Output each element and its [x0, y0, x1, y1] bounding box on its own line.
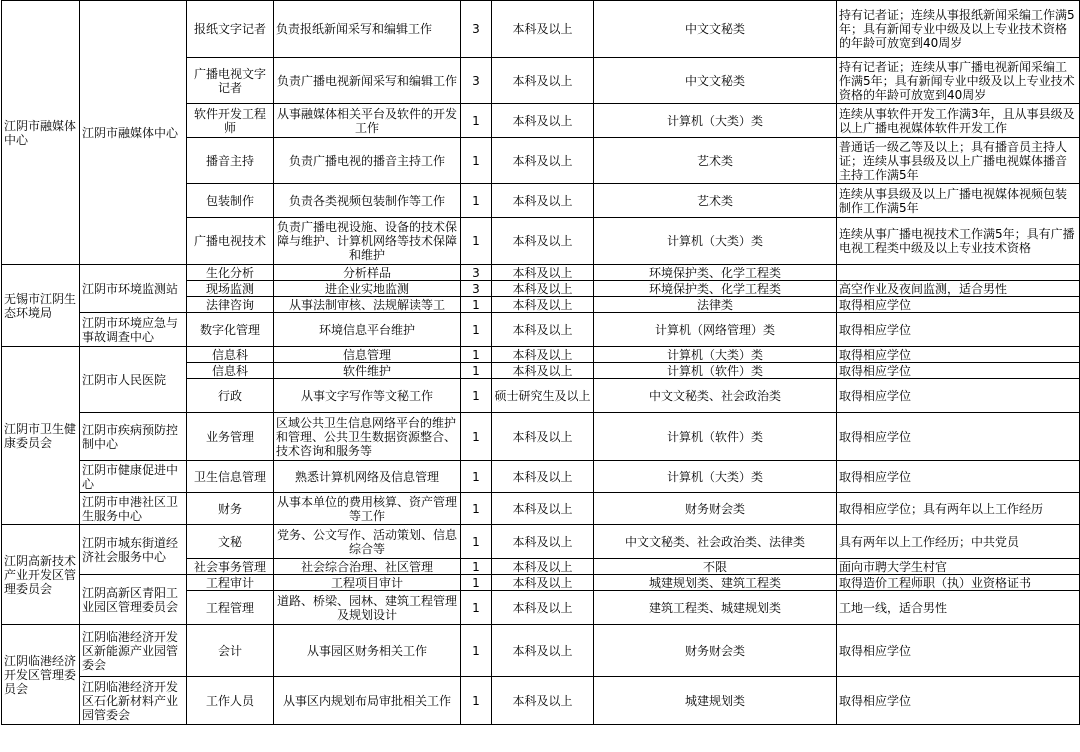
- post-cell: 生化分析: [187, 265, 274, 281]
- unit-cell: 江阴市环境应急与事故调查中心: [80, 313, 187, 347]
- condition-cell: 连续从事广播电视技术工作满5年；具有广播电视工程类中级及以上专业技术资格: [837, 218, 1080, 265]
- post-cell: 播音主持: [187, 138, 274, 184]
- post-cell: 报纸文字记者: [187, 1, 274, 58]
- education-cell: 本科及以上: [492, 1, 594, 58]
- count-cell: 3: [461, 281, 492, 297]
- table-row: [2, 265, 1080, 281]
- condition-cell: 持有记者证；连续从事广播电视新闻采编工作满5年；具有新闻专业中级及以上专业技术资格的年龄可放宽到40周岁: [837, 58, 1080, 104]
- condition-cell: 连续从事软件开发工作满3年，且从事县级及以上广播电视媒体软件开发工作: [837, 104, 1080, 138]
- education-cell: 本科及以上: [492, 677, 594, 725]
- education-cell: 本科及以上: [492, 281, 594, 297]
- education-cell: 本科及以上: [492, 575, 594, 591]
- major-cell: 中文文秘类: [594, 58, 837, 104]
- education-cell: 本科及以上: [492, 363, 594, 379]
- post-cell: 行政: [187, 379, 274, 413]
- condition-cell: 具有两年以上工作经历；中共党员: [837, 525, 1080, 559]
- recruitment-table: [1, 0, 1080, 725]
- duty-cell: 区域公共卫生信息网络平台的维护和管理、公共卫生数据资源整合、技术咨询和服务等: [274, 413, 461, 461]
- post-cell: 广播电视文字记者: [187, 58, 274, 104]
- duty-cell: 党务、公文写作、活动策划、信息综合等: [274, 525, 461, 559]
- post-cell: 工程管理: [187, 591, 274, 625]
- education-cell: 本科及以上: [492, 413, 594, 461]
- unit-cell: 江阴市人民医院: [80, 347, 187, 413]
- table-row: [2, 461, 1080, 493]
- count-cell: 1: [461, 575, 492, 591]
- major-cell: 法律类: [594, 297, 837, 313]
- condition-cell: 取得相应学位: [837, 297, 1080, 313]
- post-cell: 财务: [187, 493, 274, 525]
- duty-cell: 从事融媒体相关平台及软件的开发工作: [274, 104, 461, 138]
- major-cell: 财务财会类: [594, 493, 837, 525]
- count-cell: 1: [461, 493, 492, 525]
- count-cell: 1: [461, 347, 492, 363]
- major-cell: 计算机（大类）类: [594, 461, 837, 493]
- duty-cell: 社会综合治理、社区管理: [274, 559, 461, 575]
- post-cell: 信息科: [187, 347, 274, 363]
- duty-cell: 道路、桥梁、园林、建筑工程管理及规划设计: [274, 591, 461, 625]
- unit-cell: 江阴市城东街道经济社会服务中心: [80, 525, 187, 575]
- duty-cell: 进企业实地监测: [274, 281, 461, 297]
- post-cell: 信息科: [187, 363, 274, 379]
- duty-cell: 从事本单位的费用核算、资产管理等工作: [274, 493, 461, 525]
- duty-cell: 从事文字写作等文秘工作: [274, 379, 461, 413]
- major-cell: 城建规划类、建筑工程类: [594, 575, 837, 591]
- post-cell: 工程审计: [187, 575, 274, 591]
- education-cell: 硕士研究生及以上: [492, 379, 594, 413]
- count-cell: 3: [461, 1, 492, 58]
- education-cell: 本科及以上: [492, 218, 594, 265]
- post-cell: 软件开发工程师: [187, 104, 274, 138]
- major-cell: 计算机（大类）类: [594, 104, 837, 138]
- count-cell: 1: [461, 591, 492, 625]
- major-cell: 中文文秘类、社会政治类: [594, 379, 837, 413]
- table-row: [2, 525, 1080, 559]
- major-cell: 计算机（软件）类: [594, 413, 837, 461]
- education-cell: 本科及以上: [492, 184, 594, 218]
- duty-cell: 工程项目审计: [274, 575, 461, 591]
- duty-cell: 信息管理: [274, 347, 461, 363]
- major-cell: 中文文秘类、社会政治类、法律类: [594, 525, 837, 559]
- table-row: [2, 575, 1080, 591]
- org-cell: 无锡市江阴生态环境局: [2, 265, 80, 347]
- post-cell: 社会事务管理: [187, 559, 274, 575]
- post-cell: 数字化管理: [187, 313, 274, 347]
- post-cell: 会计: [187, 625, 274, 677]
- major-cell: 计算机（大类）类: [594, 218, 837, 265]
- condition-cell: 取得相应学位: [837, 313, 1080, 347]
- count-cell: 1: [461, 625, 492, 677]
- post-cell: 现场监测: [187, 281, 274, 297]
- unit-cell: 江阴市融媒体中心: [80, 1, 187, 265]
- major-cell: 艺术类: [594, 138, 837, 184]
- count-cell: 1: [461, 313, 492, 347]
- unit-cell: 江阴市健康促进中心: [80, 461, 187, 493]
- count-cell: 1: [461, 363, 492, 379]
- duty-cell: 环境信息平台维护: [274, 313, 461, 347]
- duty-cell: 负责报纸新闻采写和编辑工作: [274, 1, 461, 58]
- condition-cell: 取得相应学位: [837, 379, 1080, 413]
- duty-cell: 从事法制审核、法规解读等工: [274, 297, 461, 313]
- condition-cell: 取得相应学位: [837, 461, 1080, 493]
- education-cell: 本科及以上: [492, 525, 594, 559]
- major-cell: 城建规划类: [594, 677, 837, 725]
- major-cell: 中文文秘类: [594, 1, 837, 58]
- table-row: [2, 413, 1080, 461]
- count-cell: 1: [461, 297, 492, 313]
- condition-cell: 取得相应学位: [837, 625, 1080, 677]
- condition-cell: 普通话一级乙等及以上；具有播音员主持人证；连续从事县级及以上广播电视媒体播音主持工作满5年: [837, 138, 1080, 184]
- duty-cell: 软件维护: [274, 363, 461, 379]
- major-cell: 财务财会类: [594, 625, 837, 677]
- count-cell: 1: [461, 379, 492, 413]
- duty-cell: 负责广播电视的播音主持工作: [274, 138, 461, 184]
- condition-cell: 取得相应学位: [837, 363, 1080, 379]
- count-cell: 1: [461, 559, 492, 575]
- education-cell: 本科及以上: [492, 461, 594, 493]
- education-cell: 本科及以上: [492, 559, 594, 575]
- post-cell: 业务管理: [187, 413, 274, 461]
- table-row: [2, 625, 1080, 677]
- unit-cell: 江阴市疾病预防控制中心: [80, 413, 187, 461]
- condition-cell: 取得相应学位: [837, 413, 1080, 461]
- unit-cell: 江阴临港经济开发区新能源产业园管委会: [80, 625, 187, 677]
- table-row: [2, 677, 1080, 725]
- condition-cell: 连续从事县级及以上广播电视媒体视频包装制作工作满5年: [837, 184, 1080, 218]
- major-cell: 艺术类: [594, 184, 837, 218]
- condition-cell: 面向市聘大学生村官: [837, 559, 1080, 575]
- count-cell: 1: [461, 184, 492, 218]
- major-cell: 计算机（软件）类: [594, 363, 837, 379]
- education-cell: 本科及以上: [492, 138, 594, 184]
- education-cell: 本科及以上: [492, 493, 594, 525]
- duty-cell: 负责各类视频包装制作等工作: [274, 184, 461, 218]
- count-cell: 1: [461, 218, 492, 265]
- count-cell: 1: [461, 525, 492, 559]
- org-cell: 江阴临港经济开发区管理委员会: [2, 625, 80, 725]
- unit-cell: 江阴高新区青阳工业园区管理委员会: [80, 575, 187, 625]
- count-cell: 1: [461, 104, 492, 138]
- count-cell: 1: [461, 138, 492, 184]
- condition-cell: 取得相应学位: [837, 677, 1080, 725]
- count-cell: 1: [461, 413, 492, 461]
- major-cell: 环境保护类、化学工程类: [594, 281, 837, 297]
- education-cell: 本科及以上: [492, 625, 594, 677]
- major-cell: 不限: [594, 559, 837, 575]
- major-cell: 计算机（大类）类: [594, 347, 837, 363]
- condition-cell: [837, 265, 1080, 281]
- education-cell: 本科及以上: [492, 347, 594, 363]
- major-cell: 环境保护类、化学工程类: [594, 265, 837, 281]
- condition-cell: 取得相应学位；具有两年以上工作经历: [837, 493, 1080, 525]
- duty-cell: 负责广播电视设施、设备的技术保障与维护、计算机网络等技术保障和维护: [274, 218, 461, 265]
- org-cell: 江阴高新技术产业开发区管理委员会: [2, 525, 80, 625]
- table-row: [2, 493, 1080, 525]
- unit-cell: 江阴市申港社区卫生服务中心: [80, 493, 187, 525]
- duty-cell: 从事区内规划布局审批相关工作: [274, 677, 461, 725]
- post-cell: 包装制作: [187, 184, 274, 218]
- education-cell: 本科及以上: [492, 265, 594, 281]
- table-row: [2, 347, 1080, 363]
- table-row: [2, 1, 1080, 58]
- condition-cell: 高空作业及夜间监测，适合男性: [837, 281, 1080, 297]
- post-cell: 卫生信息管理: [187, 461, 274, 493]
- org-cell: 江阴市融媒体中心: [2, 1, 80, 265]
- count-cell: 1: [461, 461, 492, 493]
- condition-cell: 取得造价工程师职（执）业资格证书: [837, 575, 1080, 591]
- education-cell: 本科及以上: [492, 313, 594, 347]
- org-cell: 江阴市卫生健康委员会: [2, 347, 80, 525]
- duty-cell: 熟悉计算机网络及信息管理: [274, 461, 461, 493]
- condition-cell: 工地一线，适合男性: [837, 591, 1080, 625]
- education-cell: 本科及以上: [492, 104, 594, 138]
- unit-cell: 江阴临港经济开发区石化新材料产业园管委会: [80, 677, 187, 725]
- duty-cell: 负责广播电视新闻采写和编辑工作: [274, 58, 461, 104]
- condition-cell: 持有记者证；连续从事报纸新闻采编工作满5年；具有新闻专业中级及以上专业技术资格的年龄可放宽到40周岁: [837, 1, 1080, 58]
- education-cell: 本科及以上: [492, 58, 594, 104]
- post-cell: 法律咨询: [187, 297, 274, 313]
- duty-cell: 分析样品: [274, 265, 461, 281]
- education-cell: 本科及以上: [492, 297, 594, 313]
- table-row: [2, 313, 1080, 347]
- count-cell: 3: [461, 58, 492, 104]
- count-cell: 1: [461, 677, 492, 725]
- duty-cell: 从事园区财务相关工作: [274, 625, 461, 677]
- condition-cell: 取得相应学位: [837, 347, 1080, 363]
- unit-cell: 江阴市环境监测站: [80, 265, 187, 313]
- education-cell: 本科及以上: [492, 591, 594, 625]
- post-cell: 广播电视技术: [187, 218, 274, 265]
- count-cell: 3: [461, 265, 492, 281]
- post-cell: 工作人员: [187, 677, 274, 725]
- post-cell: 文秘: [187, 525, 274, 559]
- major-cell: 计算机（网络管理）类: [594, 313, 837, 347]
- major-cell: 建筑工程类、城建规划类: [594, 591, 837, 625]
